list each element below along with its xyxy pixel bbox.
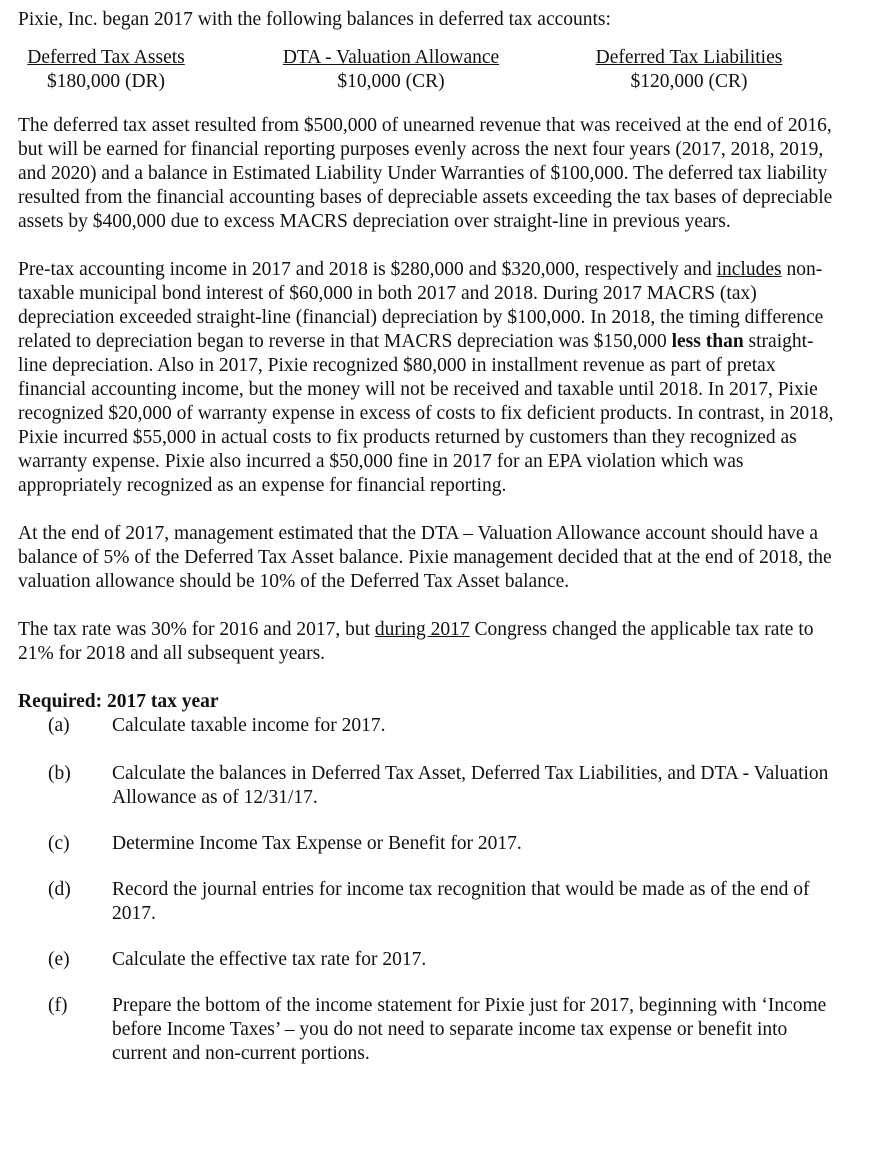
account-value: $180,000 (DR) bbox=[46, 71, 166, 92]
requirement-text: Calculate the effective tax rate for 2017. bbox=[112, 949, 427, 970]
underlined-text: during 2017 bbox=[374, 619, 470, 640]
requirement-item bbox=[18, 994, 838, 1066]
requirement-text: Prepare the bottom of the income statement for Pixie just for 2017, beginning with ‘Income before Income Taxes’ – you do not need to separate income tax expense or benefit into current and non-current portions. bbox=[112, 995, 827, 1064]
requirement-label: (e) bbox=[48, 949, 70, 970]
paragraph-income-details bbox=[18, 258, 838, 498]
text-segment: Pre-tax accounting income in 2017 and 2018 is $280,000 and $320,000, respectively and bbox=[18, 259, 712, 280]
account-header: DTA - Valuation Allowance bbox=[282, 47, 500, 68]
account-deferred-tax-assets bbox=[18, 46, 194, 94]
account-balances bbox=[18, 46, 838, 94]
requirement-item bbox=[18, 762, 838, 810]
text-segment: Congress changed the applicable tax rate to 21% for 2018 and all subsequent years. bbox=[18, 619, 814, 664]
requirement-item bbox=[18, 714, 838, 738]
requirement-item bbox=[18, 948, 838, 972]
requirement-label: (d) bbox=[48, 879, 71, 900]
document-page bbox=[18, 8, 838, 1066]
requirement-text: Determine Income Tax Expense or Benefit for 2017. bbox=[112, 833, 522, 854]
requirement-text: Calculate the balances in Deferred Tax Asset, Deferred Tax Liabilities, and DTA - Valuation Allowance as of 12/31/17. bbox=[112, 763, 829, 808]
bold-text: less than bbox=[671, 331, 744, 352]
paragraph-tax-rate bbox=[18, 618, 838, 666]
requirement-label: (b) bbox=[48, 763, 71, 784]
underlined-text: includes bbox=[716, 259, 782, 280]
requirement-label: (a) bbox=[48, 715, 70, 736]
intro-text: Pixie, Inc. began 2017 with the following balances in deferred tax accounts: bbox=[18, 9, 611, 30]
requirement-text: Record the journal entries for income tax recognition that would be made as of the end of 2017. bbox=[112, 879, 810, 924]
text-segment: non-taxable municipal bond interest of $60,000 in both 2017 and 2018. During 2017 MACRS (tax) depreciation exceeded straight-line (financial) depreciation by $100,000. In 2018, the timing difference related to depreciation began to reverse in that MACRS depreciation was $150,000 bbox=[18, 259, 824, 352]
text-segment: The tax rate was 30% for 2016 and 2017, but bbox=[18, 619, 375, 640]
text-segment: straight-line depreciation. Also in 2017, Pixie recognized $80,000 in installment revenue as part of pretax financial accounting income, but the money will not be received and taxable until 2018. In 2017, Pixie recognized $20,000 of warranty expense in excess of costs to fix deficient products. In contrast, in 2018, Pixie incurred $55,000 in actual costs to fix products returned by customers than they recognized as warranty expense. Pixie also incurred a $50,000 fine in 2017 for an EPA violation which was appropriately recognized as an expense for financial reporting. bbox=[18, 331, 834, 496]
requirement-label: (f) bbox=[48, 995, 68, 1016]
account-value: $10,000 (CR) bbox=[337, 71, 445, 92]
requirement-item bbox=[18, 878, 838, 926]
account-deferred-tax-liabilities bbox=[584, 46, 794, 94]
requirement-text: Calculate taxable income for 2017. bbox=[112, 715, 386, 736]
requirement-item bbox=[18, 832, 838, 856]
account-header: Deferred Tax Liabilities bbox=[595, 47, 783, 68]
account-value: $120,000 (CR) bbox=[630, 71, 748, 92]
required-heading: Required: 2017 tax year bbox=[18, 691, 219, 712]
account-header: Deferred Tax Assets bbox=[27, 47, 185, 68]
requirement-label: (c) bbox=[48, 833, 70, 854]
paragraph-valuation-allowance: At the end of 2017, management estimated that the DTA – Valuation Allowance account should have a balance of 5% of the Deferred Tax Asset balance. Pixie management decided that at the end of 2018, the valuation allowance should be 10% of the Deferred Tax Asset balance. bbox=[18, 523, 832, 592]
account-valuation-allowance bbox=[268, 46, 514, 94]
paragraph-deferred-origins: The deferred tax asset resulted from $500,000 of unearned revenue that was received at the end of 2016, but will be earned for financial reporting purposes evenly across the next four years (2017, 2018, 2019, and 2020) and a balance in Estimated Liability Under Warranties of $100,000. The deferred tax liability resulted from the financial accounting bases of depreciable assets exceeding the tax bases of depreciable assets by $400,000 due to excess MACRS depreciation over straight-line in previous years. bbox=[18, 115, 833, 232]
